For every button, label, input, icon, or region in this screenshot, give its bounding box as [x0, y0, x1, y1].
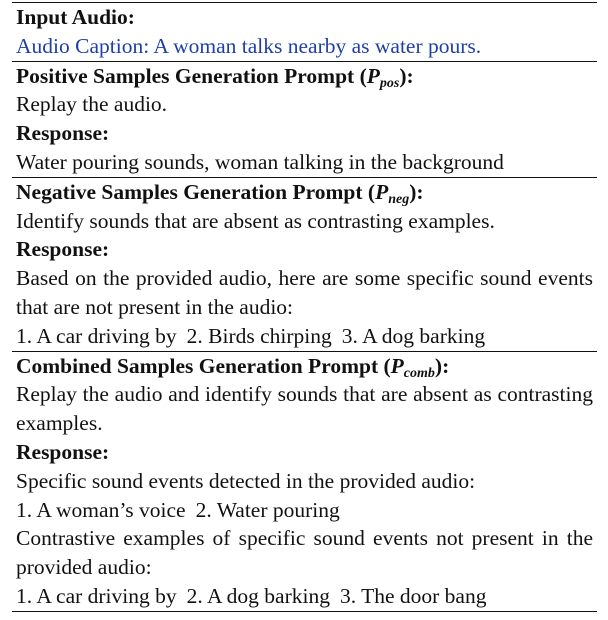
list-item: 2. Water pouring — [195, 497, 340, 522]
positive-math-var: P — [366, 63, 380, 88]
list-item: 1. A car driving by — [16, 323, 177, 348]
positive-response-label: Response: — [16, 121, 110, 146]
combined-detected-list — [16, 496, 593, 525]
negative-math-sub: neg — [388, 191, 410, 207]
negative-prompt-title — [16, 178, 593, 207]
list-item: 3. The door bang — [339, 583, 487, 608]
combined-title-text: Combined Samples Generation Prompt ( — [16, 353, 391, 378]
positive-prompt-text: Replay the audio. — [16, 92, 168, 117]
negative-title-text: Negative Samples Generation Prompt ( — [16, 179, 376, 204]
negative-items-list — [16, 322, 593, 351]
negative-title-end: ): — [409, 179, 424, 204]
negative-math-var: P — [375, 179, 389, 204]
combined-math-symbol — [390, 353, 435, 381]
positive-prompt-title — [16, 62, 593, 91]
positive-title-text: Positive Samples Generation Prompt ( — [16, 63, 367, 88]
positive-math-sub: pos — [379, 75, 400, 91]
combined-detected-intro: Specific sound events detected in the provided audio: — [16, 468, 476, 493]
input-audio-label: Input Audio: — [16, 5, 135, 29]
prompt-examples-table — [12, 2, 597, 612]
negative-math-symbol — [375, 179, 410, 207]
list-item: 1. A car driving by — [16, 583, 177, 608]
positive-response-text: Water pouring sounds, woman talking in the background — [16, 149, 504, 174]
combined-title-end: ): — [434, 353, 450, 378]
list-item: 2. A dog barking — [186, 583, 330, 608]
negative-response-label: Response: — [16, 237, 110, 262]
combined-contrastive-list — [16, 582, 593, 611]
positive-samples-section — [12, 61, 597, 177]
combined-contrastive-intro: Contrastive examples of specific sound events not present in the provided audio: — [16, 526, 593, 580]
positive-math-symbol — [366, 63, 400, 91]
combined-math-var: P — [390, 353, 404, 378]
positive-title-end: ): — [399, 63, 414, 88]
list-item: 3. A dog barking — [341, 323, 486, 348]
combined-math-sub: comb — [403, 365, 435, 381]
negative-prompt-text: Identify sounds that are absent as contrasting examples. — [16, 208, 495, 233]
input-audio-section — [12, 3, 597, 61]
list-item: 2. Birds chirping — [186, 323, 332, 348]
negative-response-text: Based on the provided audio, here are some specific sound events that are not present in the audio: — [16, 266, 593, 319]
combined-response-label: Response: — [16, 439, 110, 464]
negative-samples-section — [12, 177, 597, 351]
combined-prompt-title — [16, 352, 593, 381]
audio-caption: Audio Caption: A woman talks nearby as water pours. — [16, 33, 482, 58]
combined-samples-section — [12, 351, 597, 611]
combined-prompt-text: Replay the audio and identify sounds that are absent as contrasting examples. — [16, 382, 593, 436]
list-item: 1. A woman’s voice — [16, 497, 186, 522]
